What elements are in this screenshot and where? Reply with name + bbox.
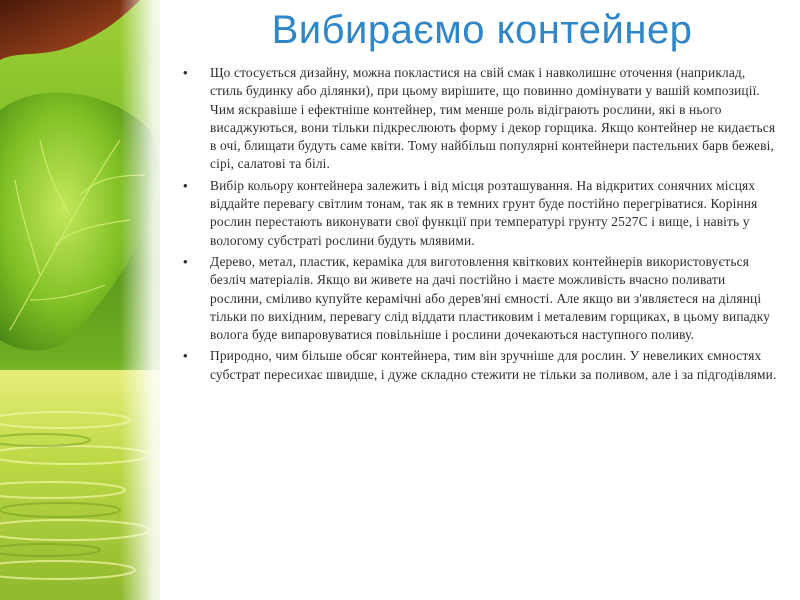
bullet-marker: • [183,348,188,364]
bullet-item [183,347,778,384]
bullet-text: Природно, чим більше обсяг контейнера, тим він зручніше для рослин. У невеликих ємностях субстрат пересихає швидше, і дуже складно стежити не тільки за поливом, але і за підгодівлями. [210,348,777,382]
bullet-list [183,64,778,387]
bullet-text: Що стосується дизайну, можна покластися на свій смак і навколишнє оточення (наприклад, стиль будинку або ділянки), при цьому вирішите, що повинно домінувати у вашій композиції. Чим яскравіше і ефектніше контейнер, тим менше роль відіграють рослини, які в нього висаджуються, вони тільки підкреслюють форму і декор горщика. Якщо контейнер не кидається в очі, блищати будуть саме квіти. Тому найбільш популярні контейнери пастельних барв бежеві, сірі, салатові та білі. [210,65,776,172]
bullet-marker: • [183,253,188,269]
bullet-item [183,253,778,344]
bullet-item [183,177,778,250]
bullet-marker: • [183,177,188,193]
bullet-item [183,64,778,174]
red-leaf-shape [0,0,140,60]
bullet-text: Дерево, метал, пластик, кераміка для виготовлення квіткових контейнерів використовується безліч матеріалів. Якщо ви живете на дачі постійно і маєте можливість вчасно поливати рослини, сміливо купуйте керамічні або дерев'яні ємності. Але якщо ви з'являєтеся на ділянці тільки по вихідним, перевагу слід віддати пластиковим і металевим горщиках, в цьому випадку волога буде випаровуватися повільніше і рослини дочекаються наступного поливу. [210,253,771,343]
bullet-marker: • [183,65,188,80]
image-fade-overlay [120,0,180,600]
bullet-text: Вибір кольору контейнера залежить і від місця розташування. На відкритих сонячних місцях віддайте перевагу світлим тонам, так як в темних грунт буде постійно перегріватися. Коріння рослин перестають виконувати свої функції при температурі грунту 2527С і вище, і навіть у вологому субстраті рослини будуть млявими. [210,177,758,248]
slide-title: Вибираємо контейнер [271,8,693,52]
